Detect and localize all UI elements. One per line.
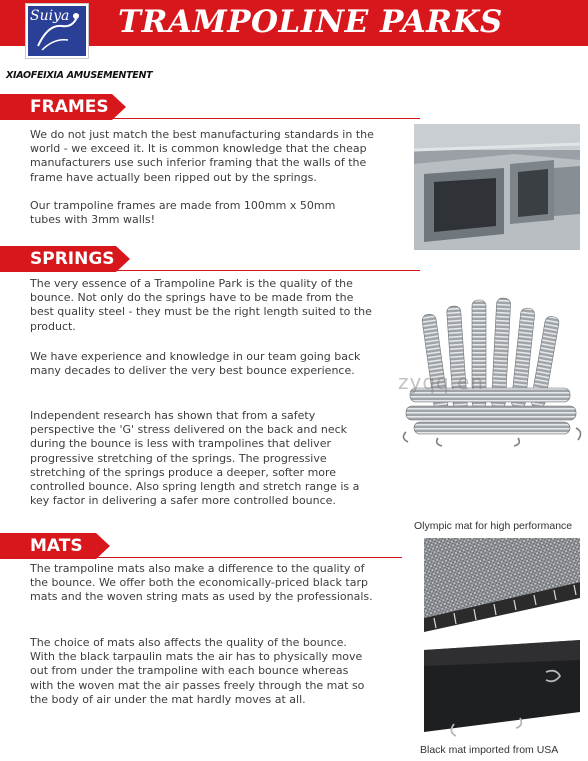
olympic-mat-caption: Olympic mat for high performance xyxy=(414,520,573,532)
springs-paragraph-1: The very essence of a Trampoline Park is the quality of the bounce. Not only do the springs have to be made from the best quality steel - they must be the right length suited to the product. xyxy=(30,277,372,333)
watermark: zyqq.en xyxy=(398,370,485,394)
springs-paragraph-2: We have experience and knowledge in our team going back many decades to deliver the very best bounce experience. xyxy=(30,350,361,378)
mats-heading: MATS xyxy=(0,533,96,559)
company-logo xyxy=(6,4,153,86)
olympic-mat-image xyxy=(424,538,580,632)
logo-subtitle: XIAOFEIXIA AMUSEMENTENT xyxy=(6,70,153,81)
mats-divider xyxy=(0,557,402,558)
black-mat-image xyxy=(424,640,580,740)
mats-paragraph-1: The trampoline mats also make a difference to the quality of the bounce. We offer both the economically-priced black tarp mats and the woven string mats as used by the professionals. xyxy=(30,562,373,604)
logo-brand: Suiya xyxy=(30,8,70,24)
frames-heading: FRAMES xyxy=(0,94,112,120)
springs-heading: SPRINGS xyxy=(0,246,116,272)
springs-divider xyxy=(0,270,420,271)
page-title: TRAMPOLINE PARKS xyxy=(118,4,503,40)
steel-tubes-image xyxy=(414,124,580,250)
frames-divider xyxy=(0,118,420,119)
springs-paragraph-3: Independent research has shown that from a safety perspective the 'G' stress delivered on the back and neck during the bounce is less with trampolines that deliver progressive stretching of the springs. The progressive stretching of the springs produce a deeper, softer more controlled bounce. Also spring length and stretch range is a key factor in delivering a safer more controlled bounce. xyxy=(30,409,360,508)
black-mat-caption: Black mat imported from USA xyxy=(420,744,559,756)
frames-paragraph-1: We do not just match the best manufacturing standards in the world - we exceed it. It is common knowledge that the cheap manufacturers use such inferior framing that the walls of the frame have actually been ripped out by the springs. xyxy=(30,128,374,184)
frames-paragraph-2: Our trampoline frames are made from 100mm x 50mm tubes with 3mm walls! xyxy=(30,199,336,227)
mats-paragraph-2: The choice of mats also affects the quality of the bounce. With the black tarpaulin mats the air has to physically move out from under the trampoline with each bounce whereas with the woven mat the air passes freely through the mat so the body of air under the mat hardly moves at all. xyxy=(30,636,365,706)
